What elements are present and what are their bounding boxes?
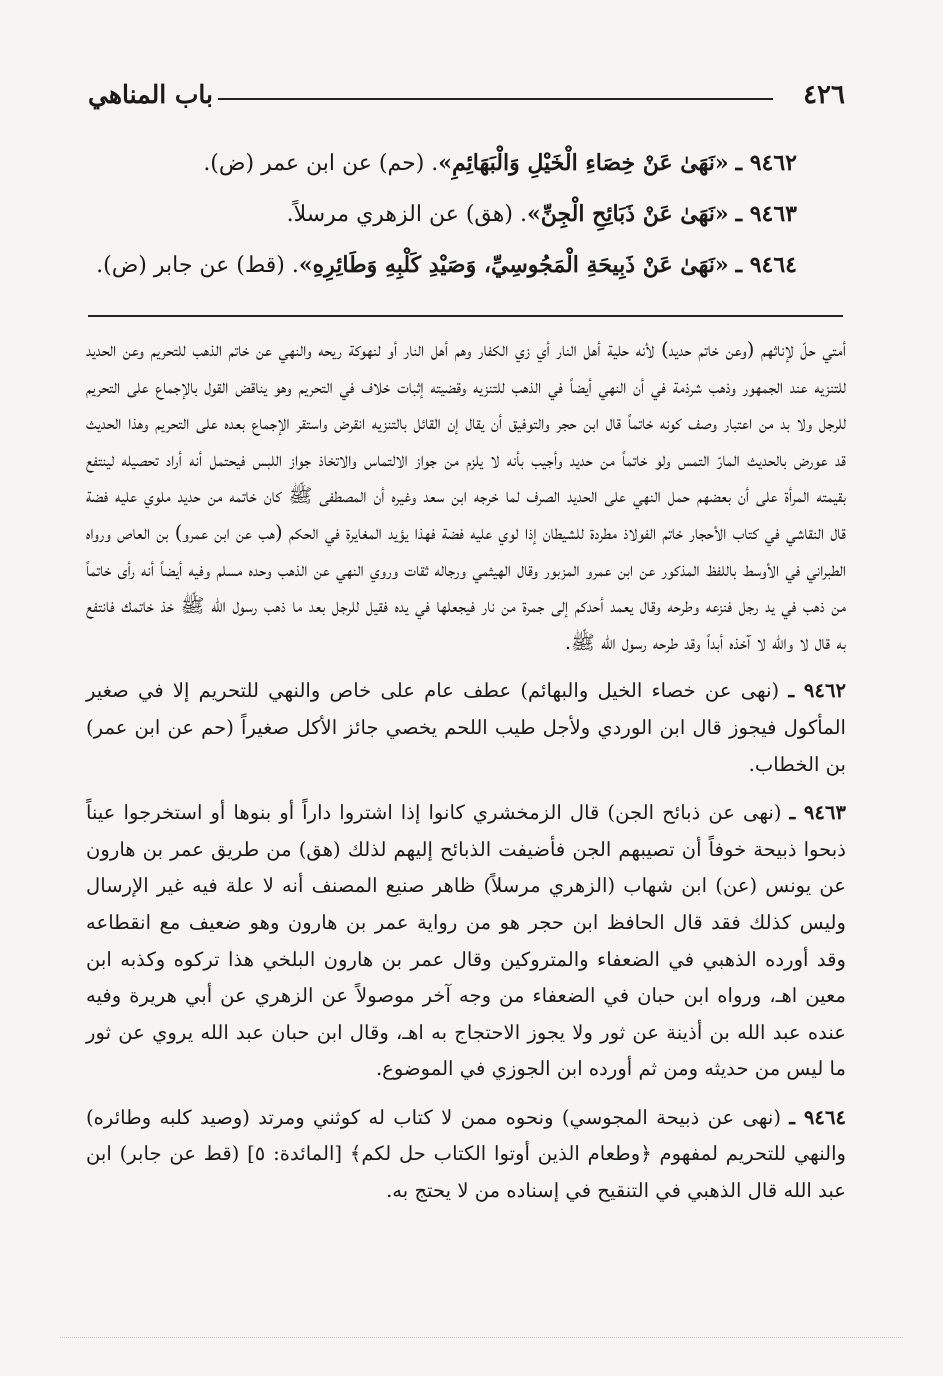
chapter-title: باب المناهي bbox=[88, 80, 214, 109]
hadith-number: ٩٤٦٤ ـ bbox=[735, 252, 797, 278]
footnote-separator bbox=[88, 315, 843, 317]
commentary-continuation: أمتي حلّ لإناثهم (وعن خاتم حديد) لأنه حلية أهل النار أي زي الكفار وهم أهل النار أو لنهوكة ريحه والنهي عن خاتم الذهب للتحريم وعن الحديد للتنزيه عند الجمهور وذهب شرذمة في أن النهي أيضاً في الذهب للتنزيه وقضيته إثبات خلاف في التحريم وهو يناقض القول بالإجماع على التحريم للرجل ولا بد من اعتبار وصف كونه خاتماً قال ابن حجر والتوفيق أن يقال إن القائل بالتنزيه انقرض واستقر الإجماع بعده على التحريم وهذا الحديث قد عورض بالحديث المارّ التمس ولو خاتماً من حديد وأجيب بأنه لا يلزم من جواز الالتماس والاتخاذ جواز اللبس فيحتمل أنه أراد تحصيله لينتفع بقيمته المرأة على أن بعضهم حمل النهي على الحديد الصرف لما خرجه ابن سعد وغيره أن المصطفى ﷺ كان خاتمه من حديد ملوي عليه فضة قال النقاشي في كتاب الأحجار خاتم الفولاذ مطردة للشيطان إذا لوي عليه فضة فهذا يؤيد المغايرة في الحكم (هب عن ابن عمرو) بن العاص ورواه الطبراني في الأوسط باللفظ المذكور عن ابن عمرو المزبور وقال الهيثمي ورجاله ثقات وروي النهي عن الذهب وحده مسلم وفيه أيضاً أنه رأى خاتماً من ذهب في يد رجل فنزعه وطرحه وقال يعمد أحدكم إلى جمرة من نار فيجعلها في يده فقيل للرجل بعد ما ذهب رسول الله ﷺ خذ خاتمك فانتفع به قال لا والله لا آخذه أبداً وقد طرحه رسول الله ﷺ. bbox=[86, 338, 846, 654]
header-rule bbox=[218, 98, 773, 100]
hadith-text: «نَهَىٰ عَنْ ذَبِيحَةِ الْمَجُوسِيِّ، وَصَيْدِ كَلْبِهِ وَطَائِرِهِ» bbox=[298, 252, 729, 278]
note-text: (نهى عن خصاء الخيل والبهائم) عطف عام على خاص والنهي للتحريم إلا في صغير المأكول فيجوز قال ابن الوردي ولأجل طيب اللحم يخصي جائز الأكل صغيراً (حم عن ابن عمر) بن الخطاب. bbox=[86, 679, 846, 776]
note-number: ٩٤٦٤ ـ bbox=[789, 1105, 846, 1129]
note-number: ٩٤٦٢ ـ bbox=[788, 679, 846, 703]
commentary-note bbox=[86, 1100, 846, 1210]
hadith-number: ٩٤٦٣ ـ bbox=[735, 201, 797, 227]
page-number: ٤٢٦ bbox=[803, 80, 845, 110]
hadith-item bbox=[100, 138, 797, 189]
hadith-number: ٩٤٦٢ ـ bbox=[735, 150, 797, 176]
note-number: ٩٤٦٣ ـ bbox=[789, 801, 847, 825]
hadith-item bbox=[100, 189, 797, 240]
commentary-note bbox=[86, 795, 846, 1088]
hadith-source: . (هق) عن الزهري مرسلاً. bbox=[286, 202, 527, 227]
hadith-source: . (حم) عن ابن عمر (ض). bbox=[203, 151, 439, 176]
note-text: (نهى عن ذبائح الجن) قال الزمخشري كانوا إذا اشتروا داراً أو بنوها أو استخرجوا عيناً ذبحوا ذبيحة خوفاً أن تصيبهم الجن فأضيفت الذبائح إليهم لذلك (هق) من طريق عمر بن هارون عن يونس (عن) ابن شهاب (الزهري مرسلاً) ظاهر صنيع المصنف أنه لا علة فيه غير الإرسال وليس كذلك فقد قال الحافظ ابن حجر هو من رواية عمر بن هارون وهو ضعيف مع انقطاعه وقد أورده الذهبي في الضعفاء والمتروكين وقال عمر بن هارون البلخي هذا تركوه وكذبه ابن معين اهـ، ورواه ابن حبان في الضعفاء من وجه آخر موصولاً عن الزهري عن أبي هريرة وفيه عنده عبد الله بن أذينة عن ثور ولا يجوز الاحتجاج به اهـ، وقال ابن حبان عبد الله يروي عن ثور ما ليس من حديثه ومن ثم أورده ابن الجوزي في الموضوع. bbox=[86, 801, 846, 1081]
note-text: (نهى عن ذبيحة المجوسي) ونحوه ممن لا كتاب له كوثني ومرتد (وصيد كلبه وطائره) والنهي للتحريم لمفهوم ﴿وطعام الذين أوتوا الكتاب حل لكم﴾ [المائدة: ٥] (قط عن جابر) ابن عبد الله قال الذهبي في التنقيح في إسناده من لا يحتج به. bbox=[86, 1105, 846, 1203]
hadith-list bbox=[96, 138, 797, 291]
hadith-item bbox=[96, 240, 797, 291]
hadith-text: «نَهَىٰ عَنْ ذَبَائِحِ الْجِنِّ» bbox=[526, 201, 729, 227]
page-header bbox=[88, 76, 845, 116]
hadith-source: . (قط) عن جابر (ض). bbox=[96, 253, 299, 278]
scan-edge bbox=[60, 1337, 903, 1346]
hadith-text: «نَهَىٰ عَنْ خِصَاءِ الْخَيْلِ وَالْبَهَائِمِ» bbox=[438, 150, 729, 176]
commentary bbox=[86, 332, 846, 1222]
commentary-note bbox=[86, 673, 846, 783]
